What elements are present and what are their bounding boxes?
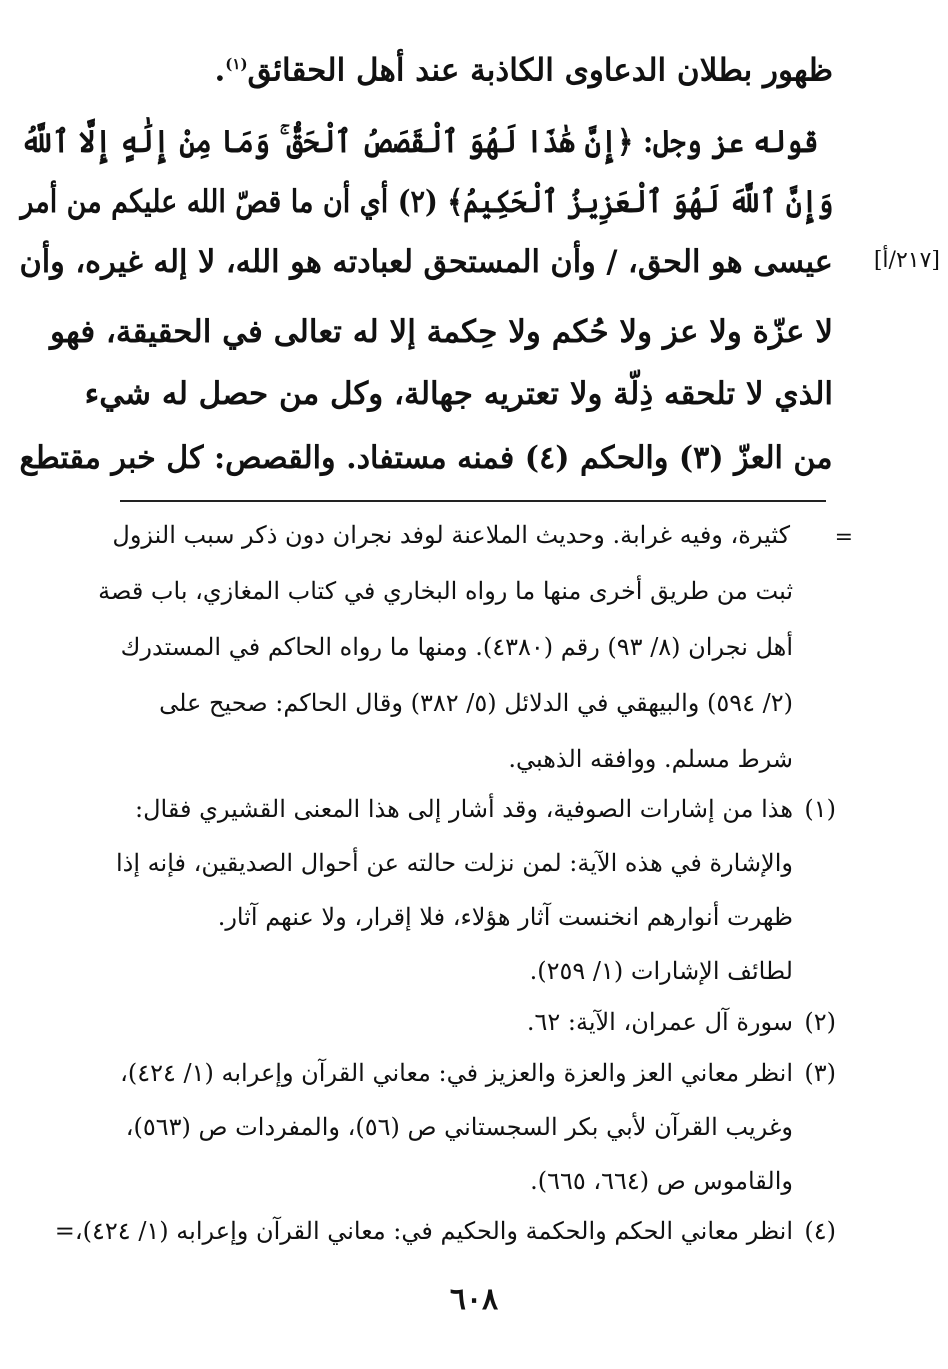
footnote-line: لطائف الإشارات (١/ ٢٥٩). xyxy=(529,957,793,985)
header-line xyxy=(214,42,833,92)
body-line: عيسى هو الحق، / وأن المستحق لعبادته هو الله، لا إله غيره، وأن xyxy=(19,244,833,280)
footnote-line: وغريب القرآن لأبي بكر السجستاني ص (٥٦)، والمفردات ص (٥٦٣)، xyxy=(125,1113,793,1141)
footnote-line: والقاموس ص (٦٦٤، ٦٦٥). xyxy=(530,1167,793,1195)
footnote-continuation-line: أهل نجران (٨/ ٩٣) رقم (٤٣٨٠). ومنها ما رواه الحاكم في المستدرك xyxy=(120,633,793,661)
body-line: من العزّ (٣) والحكم (٤) فمنه مستفاد. والقصص: كل خبر مقتطع xyxy=(20,440,833,476)
body-line: لا عزّة ولا عز ولا حُكم ولا حِكمة إلا له تعالى في الحقيقة، فهو xyxy=(50,314,833,350)
footnote-line: هذا من إشارات الصوفية، وقد أشار إلى هذا المعنى القشيري فقال: xyxy=(135,795,793,823)
footnote-line: سورة آل عمران، الآية: ٦٢. xyxy=(526,1008,793,1036)
footnote-number: (٢) xyxy=(804,1008,836,1036)
footnote-number: (٣) xyxy=(804,1059,836,1087)
header-text: ظهور بطلان الدعاوى الكاذبة عند أهل الحقائق xyxy=(247,52,833,89)
footnote-continuation-line: كثيرة، وفيه غرابة. وحديث الملاعنة لوفد نجران دون ذكر سبب النزول xyxy=(112,521,790,549)
header-tail: . xyxy=(214,52,226,89)
footnote-number: (٤) xyxy=(804,1217,836,1245)
footnote-line: ظهرت أنوارهم انخنست آثار هؤلاء، فلا إقرار، ولا عنهم آثار. xyxy=(217,903,793,931)
footnote-continuation-line: (٢/ ٥٩٤) والبيهقي في الدلائل (٥/ ٣٨٢) وقال الحاكم: صحيح على xyxy=(159,689,793,717)
footnote-continuation-line: شرط مسلم. ووافقه الذهبي. xyxy=(508,745,793,773)
margin-folio-ref: [٢١٧/أ] xyxy=(873,248,940,273)
footnote-line: والإشارة في هذه الآية: لمن نزلت حالته عن أحوال الصديقين، فإنه إذا xyxy=(116,849,793,877)
footnote-continuation-line: ثبت من طريق أخرى منها ما رواه البخاري في كتاب المغازي، باب قصة xyxy=(98,577,793,605)
footnote-line: انظر معاني العز والعزة والعزيز في: معاني القرآن وإعرابه (١/ ٤٢٤)، xyxy=(120,1059,793,1087)
body-line: وَإِنَّ ٱللَّهَ لَهُوَ ٱلْعَزِيزُ ٱلْحَكِيمُ﴾ (٢) أي أن ما قصّ الله عليكم من أمر xyxy=(19,184,833,220)
footnote-number: (١) xyxy=(804,795,836,823)
body-line: قوله عز وجل: ﴿إِنَّ هَٰذَا لَهُوَ ٱلْقَصَصُ ٱلْحَقُّ ۚ وَمَا مِنْ إِلَٰهٍ إِلَّا ٱللَّهُ xyxy=(20,124,818,160)
continuation-mark: = xyxy=(834,525,853,550)
footnote-separator xyxy=(120,500,826,502)
body-line: الذي لا تلحقه ذِلّة ولا تعتريه جهالة، وكل من حصل له شيء xyxy=(84,376,833,412)
header-footnote-ref: (١) xyxy=(225,55,248,73)
footnote-line: انظر معاني الحكم والحكمة والحكيم في: معاني القرآن وإعرابه (١/ ٤٢٤)،= xyxy=(54,1217,793,1245)
page-number: ٦٠٨ xyxy=(449,1282,499,1317)
